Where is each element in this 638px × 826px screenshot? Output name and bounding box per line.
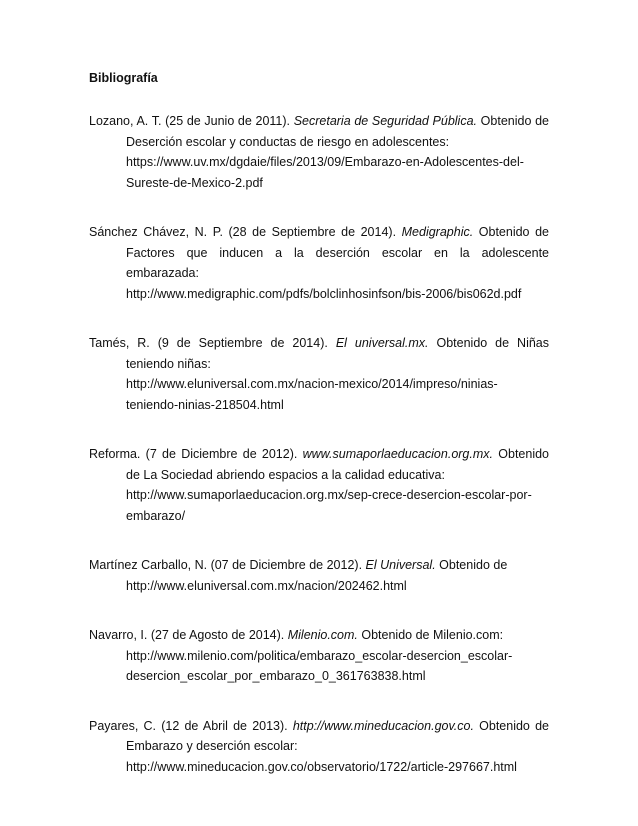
bibliography-entry	[89, 111, 549, 193]
entry-author-date: Martínez Carballo, N. (07 de Diciembre de 2012).	[89, 558, 366, 572]
entry-source: Medigraphic.	[401, 225, 474, 239]
entry-source: http://www.mineducacion.gov.co.	[292, 718, 474, 733]
entry-title: Obtenido de Embarazo y deserción escolar:	[126, 718, 549, 753]
entry-source: Secretaria de Seguridad Pública.	[293, 114, 478, 128]
entry-title: Obtenido de La Sociedad abriendo espacios a la calidad educativa:	[126, 447, 549, 482]
entry-source: El Universal.	[365, 558, 436, 572]
entry-source: Milenio.com.	[287, 628, 358, 642]
entry-url: http://www.eluniversal.com.mx/nacion/202462.html	[126, 578, 407, 593]
entry-url: http://www.sumaporlaeducacion.org.mx/sep-crece-desercion-escolar-por-embarazo/	[126, 488, 532, 523]
entry-url: https://www.uv.mx/dgdaie/files/2013/09/Embarazo-en-Adolescentes-del-Sureste-de-Mexico-2.pdf	[126, 155, 524, 190]
entry-source: El universal.mx.	[335, 336, 429, 350]
entry-title: Obtenido de Factores que inducen a la deserción escolar en la adolescente embarazada:	[126, 225, 549, 280]
bibliography-heading: Bibliografía	[89, 71, 158, 85]
entry-url: http://www.eluniversal.com.mx/nacion-mexico/2014/impreso/ninias-teniendo-ninias-218504.html	[126, 377, 498, 412]
entry-author-date: Lozano, A. T. (25 de Junio de 2011).	[89, 114, 294, 128]
entry-author-date: Sánchez Chávez, N. P. (28 de Septiembre de 2014).	[89, 225, 402, 239]
entry-author-date: Navarro, I. (27 de Agosto de 2014).	[89, 628, 288, 642]
entry-author-date: Tamés, R. (9 de Septiembre de 2014).	[89, 336, 336, 350]
document-page	[89, 68, 549, 806]
entry-url: http://www.milenio.com/politica/embarazo_escolar-desercion_escolar-desercion_escolar_por_embarazo_0_361763838.html	[126, 648, 513, 683]
bibliography-entry	[89, 625, 549, 687]
bibliography-entry	[89, 716, 549, 778]
entry-author-date: Reforma. (7 de Diciembre de 2012).	[89, 447, 303, 461]
bibliography-entry	[89, 555, 549, 596]
entry-title: Obtenido de Niñas teniendo niñas:	[126, 336, 550, 371]
entry-source: www.sumaporlaeducacion.org.mx.	[302, 447, 493, 461]
entry-title: Obtenido de	[435, 558, 508, 572]
entry-url: http://www.medigraphic.com/pdfs/bolclinhosinfson/bis-2006/bis062d.pdf	[126, 286, 522, 301]
entry-title: Obtenido de Deserción escolar y conductas de riesgo en adolescentes:	[126, 114, 549, 149]
entry-title: Obtenido de Milenio.com:	[357, 628, 504, 642]
entry-author-date: Payares, C. (12 de Abril de 2013).	[89, 718, 293, 733]
bibliography-entry	[89, 444, 549, 526]
bibliography-entry	[89, 222, 549, 304]
entry-url: http://www.mineducacion.gov.co/observatorio/1722/article-297667.html	[126, 759, 517, 774]
bibliography-entry	[89, 333, 549, 415]
